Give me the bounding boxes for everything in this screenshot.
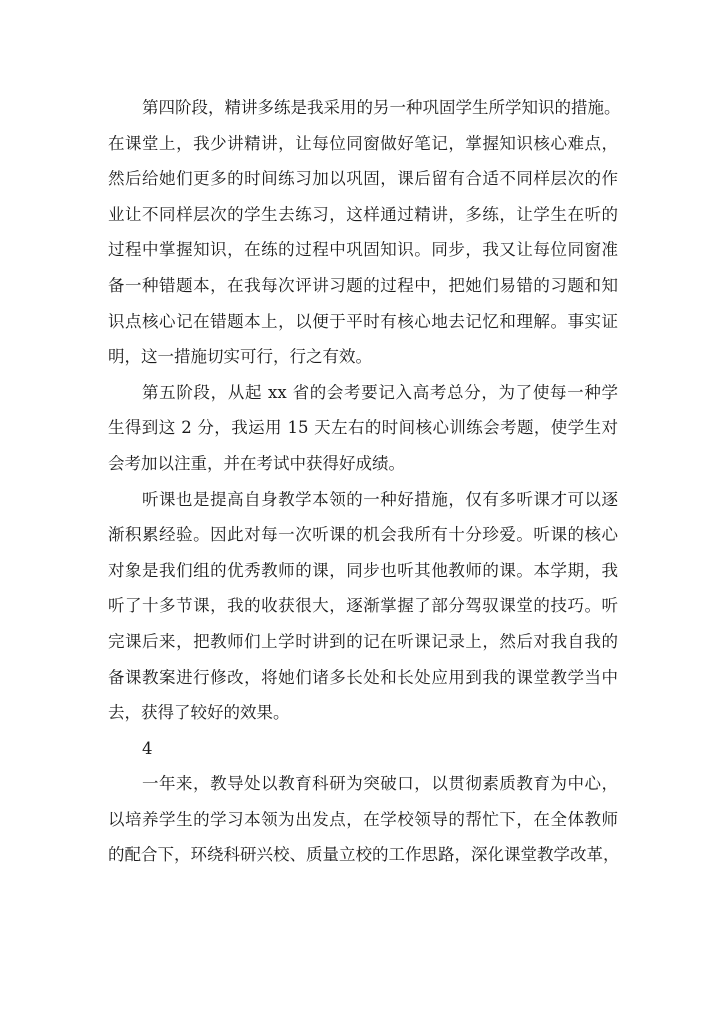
document-body: [108, 90, 621, 873]
paragraph-1-line-8: 明，这一措施切实可行，行之有效。: [108, 347, 372, 367]
paragraph-1-line-4: 业让不同样层次的学生去练习，这样通过精讲，多练，让学生在听的: [108, 204, 618, 224]
paragraph-1-line-6: 备一种错题本，在我每次评讲习题的过程中，把她们易错的习题和知: [108, 275, 618, 295]
paragraph-3-line-4: 听了十多节课，我的收获很大，逐渐掌握了部分驾驭课堂的技巧。听: [108, 596, 618, 616]
paragraph-3-line-2: 渐积累经验。因此对每一次听课的机会我所有十分珍爱。听课的核心: [108, 525, 618, 545]
paragraph-1-line-7: 识点核心记在错题本上，以便于平时有核心地去记忆和理解。事实证: [108, 311, 618, 331]
paragraph-3-line-6: 备课教案进行修改，将她们诸多长处和长处应用到我的课堂教学当中: [108, 667, 618, 687]
paragraph-3-line-5: 完课后来，把教师们上学时讲到的记在听课记录上，然后对我自我的: [108, 631, 618, 651]
paragraph-1-line-1: 第四阶段，精讲多练是我采用的另一种巩固学生所学知识的措施。: [142, 98, 621, 117]
paragraph-2-line-3: 会考加以注重，并在考试中获得好成绩。: [108, 453, 405, 473]
paragraph-3-line-7: 去，获得了较好的效果。: [108, 703, 290, 723]
section-number: 4: [142, 738, 153, 758]
paragraph-5-line-2: 以培养学生的学习本领为出发点，在学校领导的帮忙下，在全体教师: [108, 809, 618, 829]
paragraph-5-line-3: 的配合下，环绕科研兴校、质量立校的工作思路，深化课堂教学改革，: [108, 845, 620, 865]
paragraph-2-line-1: 第五阶段，从起 xx 省的会考要记入高考总分，为了使每一种学: [142, 382, 618, 402]
paragraph-3-line-1: 听课也是提高自身教学本领的一种好措施，仅有多听课才可以逐: [142, 489, 618, 509]
paragraph-1-line-3: 然后给她们更多的时间练习加以巩固，课后留有合适不同样层次的作: [108, 169, 618, 189]
paragraph-3-line-3: 对象是我们组的优秀教师的课，同步也听其他教师的课。本学期，我: [108, 560, 618, 580]
paragraph-5-line-1: 一年来，教导处以教育科研为突破口，以贯彻素质教育为中心，: [142, 774, 618, 794]
paragraph-2-line-2: 生得到这 2 分，我运用 15 天左右的时间核心训练会考题，使学生对: [108, 418, 618, 438]
paragraph-1-line-5: 过程中掌握知识，在练的过程中巩固知识。同步，我又让每位同窗准: [108, 240, 618, 260]
paragraph-1-line-2: 在课堂上，我少讲精讲，让每位同窗做好笔记，掌握知识核心难点，: [108, 133, 618, 153]
